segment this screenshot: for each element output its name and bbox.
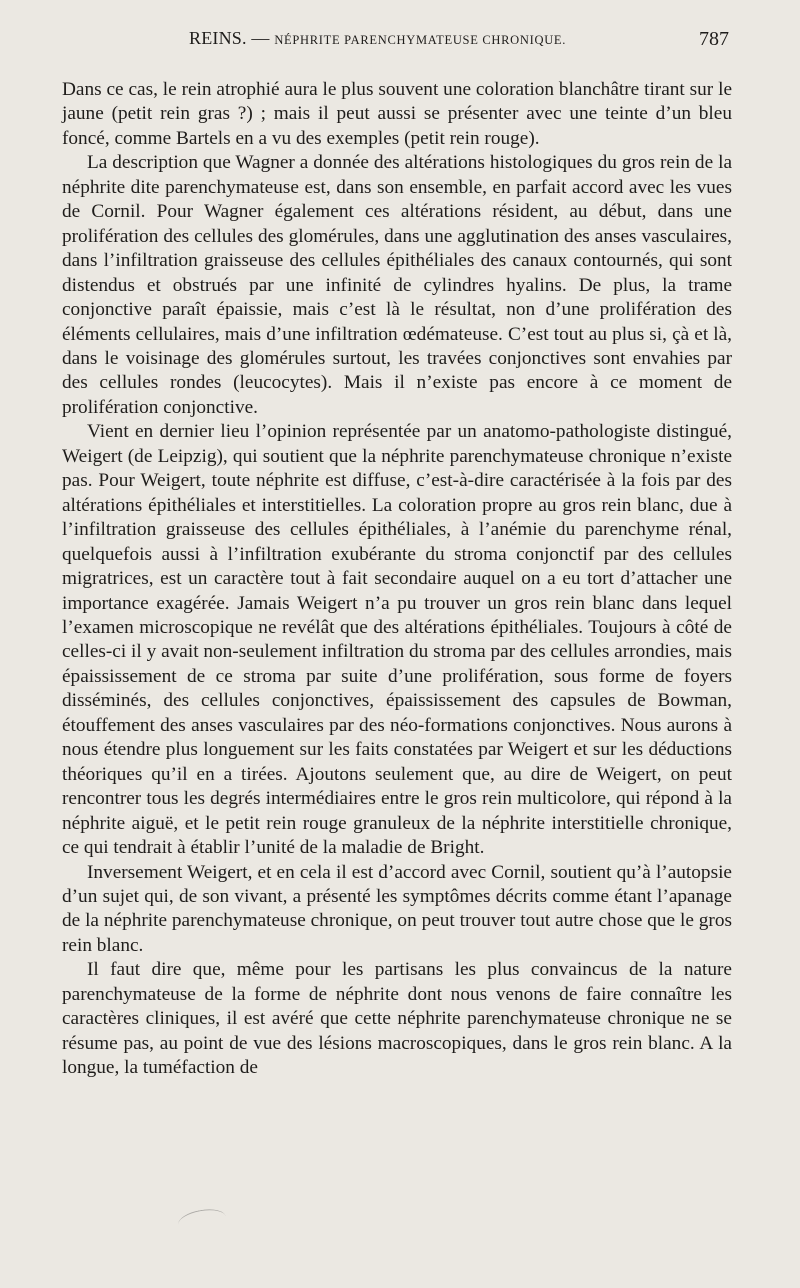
- page-number: 787: [699, 28, 729, 50]
- paragraph-1: Dans ce cas, le rein atrophié aura le plus souvent une coloration blanchâtre tirant sur le jaune (petit rein gras ?) ; mais il peut aussi se présenter avec une teinte d’un bleu foncé, comme Bartels en a vu des exemples (petit rein rouge).: [62, 79, 732, 149]
- running-head: [189, 28, 566, 49]
- paragraph-5: Il faut dire que, même pour les partisans les plus convaincus de la nature parenchymateuse de la forme de néphrite dont nous venons de faire connaître les caractères cliniques, il est avéré que cette néphrite parenchymateuse chronique ne se résume pas, au point de vue des lésions macroscopiques, dans le gros rein blanc. A la longue, la tuméfaction de: [62, 959, 732, 1079]
- body-text: [62, 78, 732, 1081]
- header-separator: —: [246, 28, 275, 48]
- paragraph-2: La description que Wagner a donnée des altérations histologiques du gros rein de la néphrite dite parenchymateuse est, dans son ensemble, en parfait accord avec les vues de Cornil. Pour Wagner également ces altérations résident, au début, dans une prolifération des cellules des glomérules, dans une agglutination des anses vasculaires, dans l’infiltration graisseuse des cellules épithéliales des canaux contournés, qui sont distendus et obstrués par une infinité de cylindres hyalins. De plus, la trame conjonctive paraît épaissie, mais c’est là le résultat, non d’une prolifération des éléments cellulaires, mais d’une infiltration œdémateuse. C’est tout au plus si, çà et là, dans le voisinage des glomérules surtout, les travées conjonctives sont envahies par des cellules rondes (leucocytes). Mais il n’existe pas encore à ce moment de prolifération conjonctive.: [62, 152, 732, 418]
- paragraph-4: Inversement Weigert, et en cela il est d’accord avec Cornil, soutient qu’à l’autopsie d’un sujet qui, de son vivant, a présenté les symptômes décrits comme étant l’apanage de la néphrite parenchymateuse chronique, on peut trouver tout autre chose que le gros rein blanc.: [62, 861, 732, 956]
- section-subtitle: NÉPHRITE PARENCHYMATEUSE CHRONIQUE.: [274, 33, 567, 47]
- paragraph-3: Vient en dernier lieu l’opinion représentée par un anatomo-pathologiste distingué, Weigert (de Leipzig), qui soutient que la néphrite parenchymateuse chronique n’existe pas. Pour Weigert, toute néphrite est diffuse, c’est-à-dire caractérisée à la fois par des altérations épithéliales et interstitielles. La coloration propre au gros rein blanc, due à l’infiltration graisseuse des cellules épithéliales, à l’anémie du parenchyme rénal, quelquefois aussi à l’infiltration exubérante du stroma conjonctif par des cellules migratrices, est un caractère tout à fait secondaire auquel on a eu tort d’attacher une importance exagérée. Jamais Weigert n’a pu trouver un gros rein blanc dans lequel l’examen microscopique ne revélât que des altérations épithéliales. Toujours à côté de celles-ci il y avait non-seulement infiltration du stroma par des cellules arrondies, mais épaississement de ce stroma par suite d’une prolifération, sous forme de foyers disséminés, des cellules conjonctives, épaississement des capsules de Bowman, étouffement des anses vasculaires par des néo-formations conjonctives. Nous aurons à nous étendre plus longuement sur les faits constatées par Weigert et sur les déductions théoriques qu’il en a tirées. Ajoutons seulement que, au dire de Weigert, on peut rencontrer tous les degrés intermédiaires entre le gros rein multicolore, qui répond à la néphrite aiguë, et le petit rein rouge granuleux de la néphrite interstitielle chronique, ce qui tendrait à établir l’unité de la maladie de Bright.: [62, 421, 732, 859]
- page-header: [62, 28, 732, 58]
- section-title: REINS.: [189, 28, 247, 48]
- page-mark: [177, 1206, 228, 1235]
